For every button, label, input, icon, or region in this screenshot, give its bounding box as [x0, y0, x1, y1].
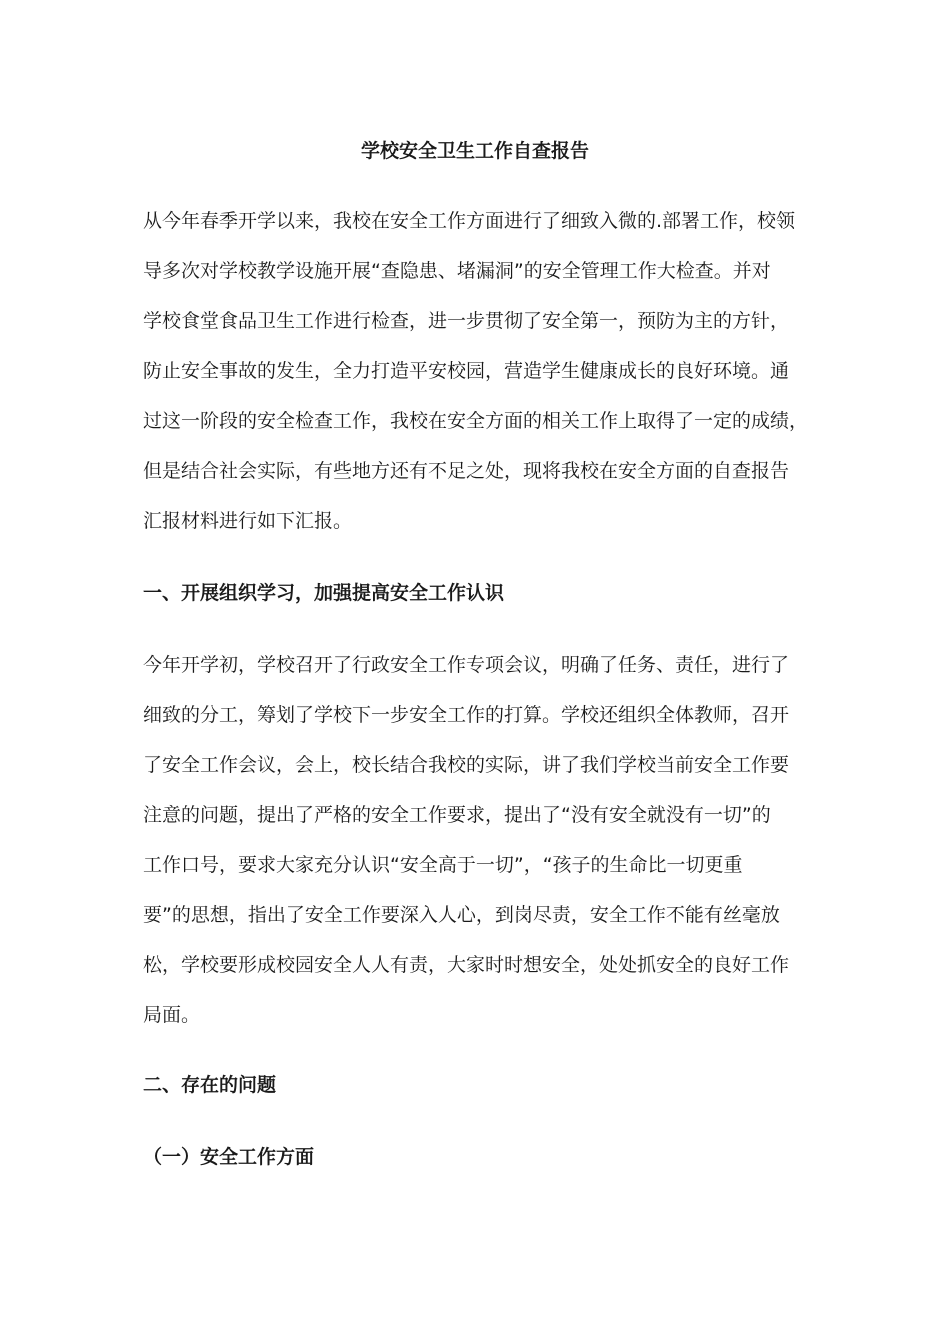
paragraph-line: 局面。 [143, 1004, 201, 1026]
subsection-heading: （一）安全工作方面 [143, 1146, 315, 1168]
section-heading-1: 一、开展组织学习，加强提高安全工作认识 [143, 582, 505, 604]
paragraph-line: 松，学校要形成校园安全人人有责，大家时时想安全，处处抓安全的良好工作 [143, 954, 790, 976]
paragraph-line: 导多次对学校教学设施开展“查隐患、堵漏洞”的安全管理工作大检查。并对 [143, 260, 771, 282]
paragraph-line: 汇报材料进行如下汇报。 [143, 510, 353, 532]
paragraph-line: 过这一阶段的安全检查工作，我校在安全方面的相关工作上取得了一定的成绩， [143, 410, 809, 432]
paragraph-line: 从今年春季开学以来，我校在安全工作方面进行了细致入微的.部署工作，校领 [143, 210, 796, 232]
paragraph-line: 工作口号，要求大家充分认识“安全高于一切”，“孩子的生命比一切更重 [143, 854, 743, 876]
paragraph-line: 今年开学初，学校召开了行政安全工作专项会议，明确了任务、责任，进行了 [143, 654, 790, 676]
paragraph-line: 学校食堂食品卫生工作进行检查，进一步贯彻了安全第一，预防为主的方针， [143, 310, 790, 332]
paragraph-line: 要”的思想，指出了安全工作要深入人心，到岗尽责，安全工作不能有丝毫放 [143, 904, 780, 926]
section-heading-2: 二、存在的问题 [143, 1074, 277, 1096]
paragraph-line: 防止安全事故的发生，全力打造平安校园，营造学生健康成长的良好环境。通 [143, 360, 790, 382]
paragraph-line: 注意的问题，提出了严格的安全工作要求，提出了“没有安全就没有一切”的 [143, 804, 771, 826]
intro-paragraph [143, 196, 808, 546]
section1-paragraph [143, 640, 789, 1040]
paragraph-line: 了安全工作会议，会上，校长结合我校的实际，讲了我们学校当前安全工作要 [143, 754, 790, 776]
document-title: 学校安全卫生工作自查报告 [360, 140, 589, 162]
paragraph-line: 但是结合社会实际，有些地方还有不足之处，现将我校在安全方面的自查报告 [143, 460, 790, 482]
paragraph-line: 细致的分工，筹划了学校下一步安全工作的打算。学校还组织全体教师，召开 [143, 704, 790, 726]
